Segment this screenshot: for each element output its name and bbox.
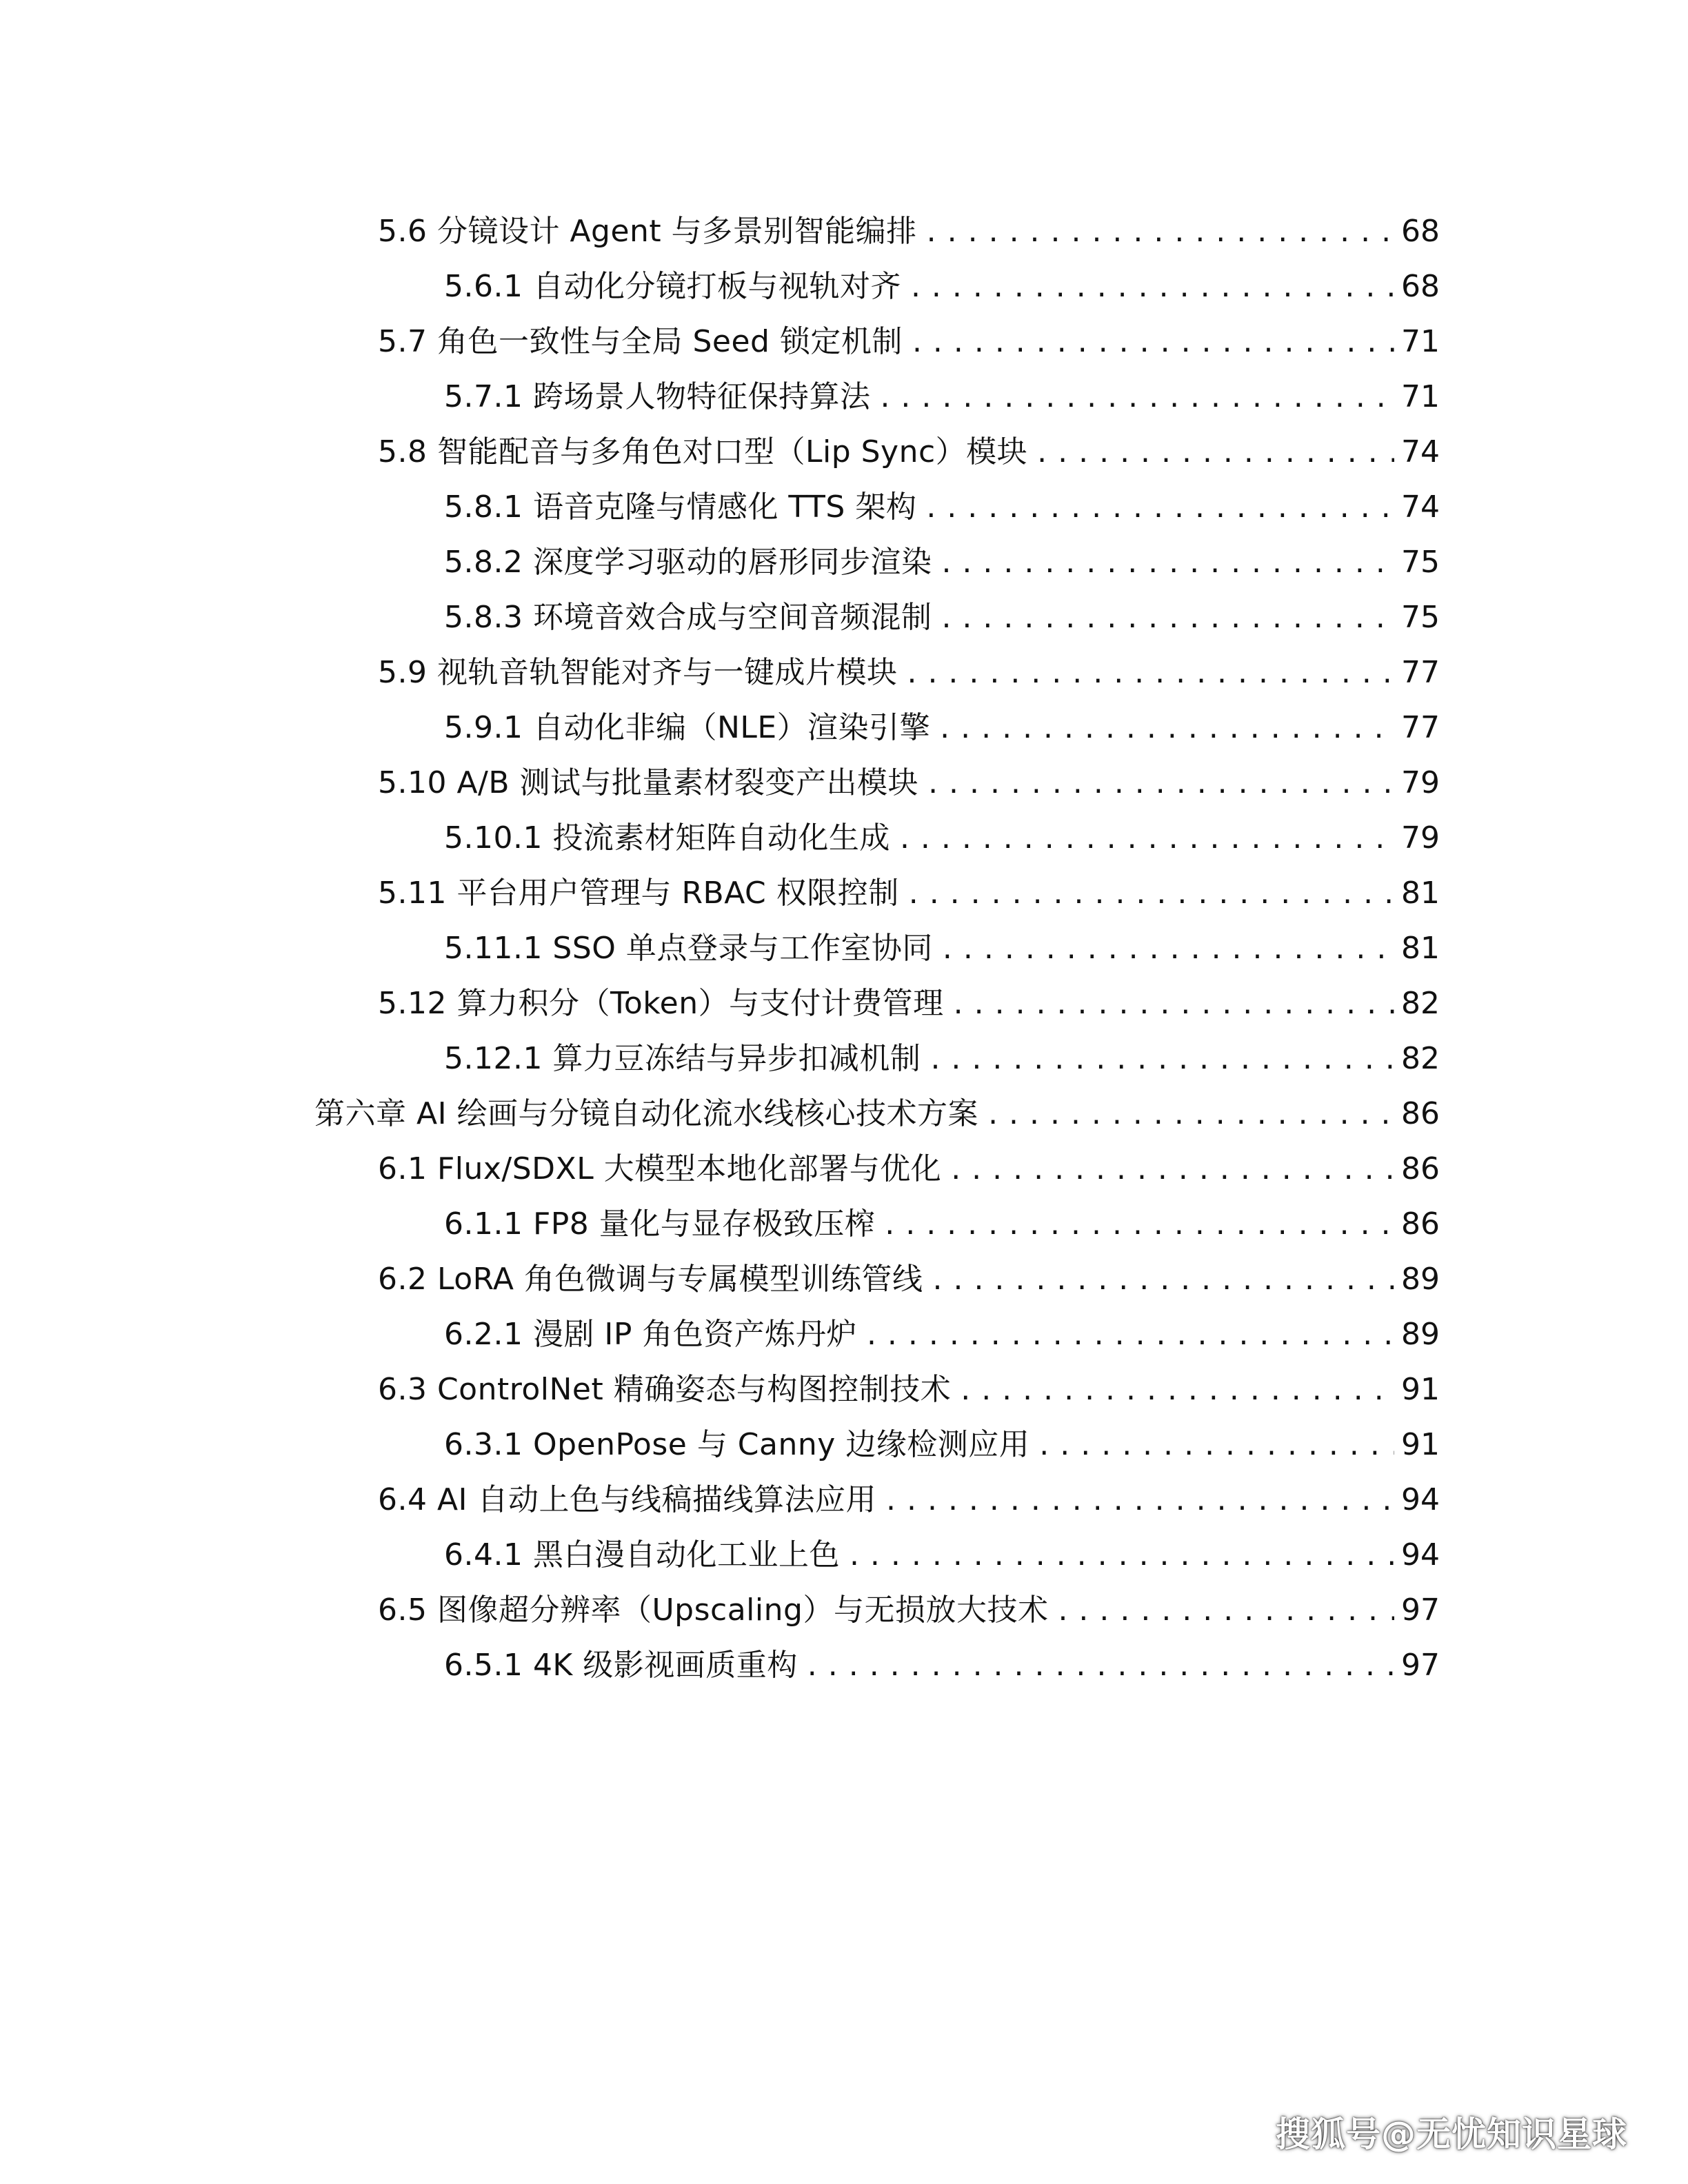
toc-entry[interactable] [0, 645, 1688, 700]
toc-entry-page-number: 82 [1401, 986, 1440, 1021]
toc-entry[interactable] [0, 1528, 1688, 1583]
toc-entry[interactable] [0, 1197, 1688, 1252]
toc-entry[interactable] [0, 204, 1688, 259]
toc-entry-page-number: 74 [1401, 489, 1440, 525]
toc-entry[interactable] [0, 1638, 1688, 1693]
toc-dot-leader [1039, 1417, 1394, 1473]
toc-entry-title: 5.7.1 跨场景人物特征保持算法 [444, 379, 871, 414]
toc-dot-leader [943, 921, 1394, 976]
toc-entry-title: 5.9 视轨音轨智能对齐与一键成片模块 [378, 655, 898, 690]
toc-entry-title: 6.1 Flux/SDXL 大模型本地化部署与优化 [378, 1151, 942, 1186]
toc-entry[interactable] [0, 866, 1688, 921]
toc-entry[interactable] [0, 425, 1688, 480]
toc-entry-page-number: 86 [1401, 1151, 1440, 1186]
toc-entry-title: 5.8.1 语音克隆与情感化 TTS 架构 [444, 489, 917, 525]
toc-entry-page-number: 79 [1401, 765, 1440, 800]
toc-entry[interactable] [0, 480, 1688, 535]
toc-entry[interactable] [0, 1583, 1688, 1638]
toc-dot-leader [988, 1086, 1394, 1142]
toc-entry[interactable] [0, 1252, 1688, 1307]
toc-entry-page-number: 89 [1401, 1317, 1440, 1352]
toc-entry-page-number: 94 [1401, 1482, 1440, 1517]
toc-entry-title: 5.11.1 SSO 单点登录与工作室协同 [444, 931, 933, 966]
toc-entry-title: 5.11 平台用户管理与 RBAC 权限控制 [378, 876, 899, 911]
toc-entry-title: 第六章 AI 绘画与分镜自动化流水线核心技术方案 [314, 1096, 979, 1131]
toc-entry-page-number: 91 [1401, 1427, 1440, 1462]
toc-dot-leader [867, 1307, 1394, 1362]
toc-dot-leader [885, 1197, 1394, 1252]
table-of-contents [0, 204, 1688, 1693]
toc-dot-leader [927, 204, 1394, 259]
toc-entry-title: 6.5.1 4K 级影视画质重构 [444, 1648, 798, 1683]
toc-dot-leader [880, 370, 1394, 425]
toc-entry-page-number: 71 [1401, 324, 1440, 359]
toc-dot-leader [928, 756, 1394, 811]
toc-dot-leader [900, 811, 1394, 866]
toc-entry-title: 6.3 ControlNet 精确姿态与构图控制技术 [378, 1372, 952, 1407]
toc-entry-title: 6.4 AI 自动上色与线稿描线算法应用 [378, 1482, 877, 1517]
toc-entry[interactable] [0, 1031, 1688, 1086]
toc-entry[interactable] [0, 1362, 1688, 1417]
toc-entry[interactable] [0, 370, 1688, 425]
toc-entry-page-number: 86 [1401, 1206, 1440, 1242]
toc-dot-leader [907, 645, 1394, 700]
toc-dot-leader [933, 1252, 1395, 1307]
toc-dot-leader [850, 1528, 1394, 1583]
toc-entry[interactable] [0, 1307, 1688, 1362]
toc-entry-title: 5.12 算力积分（Token）与支付计费管理 [378, 986, 944, 1021]
toc-entry-title: 5.8.2 深度学习驱动的唇形同步渲染 [444, 545, 932, 580]
toc-dot-leader [807, 1638, 1394, 1693]
toc-entry[interactable] [0, 1417, 1688, 1473]
toc-dot-leader [961, 1362, 1394, 1417]
toc-entry-page-number: 81 [1401, 876, 1440, 911]
toc-entry-page-number: 97 [1401, 1648, 1440, 1683]
toc-dot-leader [926, 480, 1394, 535]
toc-entry-title: 5.10 A/B 测试与批量素材裂变产出模块 [378, 765, 919, 800]
toc-dot-leader [1058, 1583, 1394, 1638]
toc-entry-title: 5.9.1 自动化非编（NLE）渲染引擎 [444, 710, 931, 745]
toc-entry-title: 5.10.1 投流素材矩阵自动化生成 [444, 820, 890, 856]
toc-entry-title: 6.1.1 FP8 量化与显存极致压榨 [444, 1206, 876, 1242]
toc-entry-title: 5.6.1 自动化分镜打板与视轨对齐 [444, 269, 901, 304]
toc-entry[interactable] [0, 756, 1688, 811]
toc-entry-title: 5.6 分镜设计 Agent 与多景别智能编排 [378, 214, 917, 249]
toc-entry[interactable] [0, 700, 1688, 756]
toc-entry-page-number: 75 [1401, 545, 1440, 580]
toc-entry[interactable] [0, 1142, 1688, 1197]
toc-dot-leader [941, 590, 1394, 645]
toc-entry-title: 6.2.1 漫剧 IP 角色资产炼丹炉 [444, 1317, 857, 1352]
toc-entry-title: 6.2 LoRA 角色微调与专属模型训练管线 [378, 1262, 923, 1297]
toc-entry-title: 5.7 角色一致性与全局 Seed 锁定机制 [378, 324, 903, 359]
toc-dot-leader [940, 700, 1394, 756]
toc-entry-page-number: 97 [1401, 1593, 1440, 1628]
toc-dot-leader [941, 535, 1394, 590]
toc-entry-page-number: 77 [1401, 710, 1440, 745]
toc-entry-page-number: 75 [1401, 600, 1440, 635]
toc-entry-page-number: 74 [1401, 434, 1440, 469]
toc-dot-leader [912, 314, 1394, 370]
toc-entry-title: 5.12.1 算力豆冻结与异步扣减机制 [444, 1041, 921, 1076]
toc-entry-page-number: 86 [1401, 1096, 1440, 1131]
watermark: 搜狐号@无忧知识星球 [1276, 2114, 1627, 2154]
toc-entry[interactable] [0, 811, 1688, 866]
toc-entry[interactable] [0, 921, 1688, 976]
toc-dot-leader [909, 866, 1394, 921]
toc-entry-page-number: 89 [1401, 1262, 1440, 1297]
toc-dot-leader [1037, 425, 1394, 480]
toc-entry-page-number: 79 [1401, 820, 1440, 856]
toc-entry-page-number: 81 [1401, 931, 1440, 966]
toc-entry-page-number: 71 [1401, 379, 1440, 414]
toc-entry[interactable] [0, 1473, 1688, 1528]
toc-entry[interactable] [0, 1086, 1688, 1142]
toc-entry-title: 6.3.1 OpenPose 与 Canny 边缘检测应用 [444, 1427, 1030, 1462]
toc-dot-leader [930, 1031, 1394, 1086]
toc-entry-title: 6.4.1 黑白漫自动化工业上色 [444, 1537, 840, 1573]
toc-entry-title: 5.8.3 环境音效合成与空间音频混制 [444, 600, 932, 635]
toc-entry-title: 6.5 图像超分辨率（Upscaling）与无损放大技术 [378, 1593, 1049, 1628]
toc-entry-title: 5.8 智能配音与多角色对口型（Lip Sync）模块 [378, 434, 1028, 469]
toc-entry[interactable] [0, 590, 1688, 645]
toc-entry[interactable] [0, 535, 1688, 590]
toc-dot-leader [951, 1142, 1394, 1197]
toc-entry-page-number: 68 [1401, 214, 1440, 249]
toc-entry-page-number: 91 [1401, 1372, 1440, 1407]
toc-entry-page-number: 77 [1401, 655, 1440, 690]
toc-entry-page-number: 94 [1401, 1537, 1440, 1573]
toc-entry[interactable] [0, 259, 1688, 314]
toc-dot-leader [886, 1473, 1394, 1528]
toc-entry-page-number: 68 [1401, 269, 1440, 304]
toc-dot-leader [954, 976, 1394, 1031]
toc-entry[interactable] [0, 314, 1688, 370]
toc-entry-page-number: 82 [1401, 1041, 1440, 1076]
toc-dot-leader [911, 259, 1394, 314]
toc-entry[interactable] [0, 976, 1688, 1031]
